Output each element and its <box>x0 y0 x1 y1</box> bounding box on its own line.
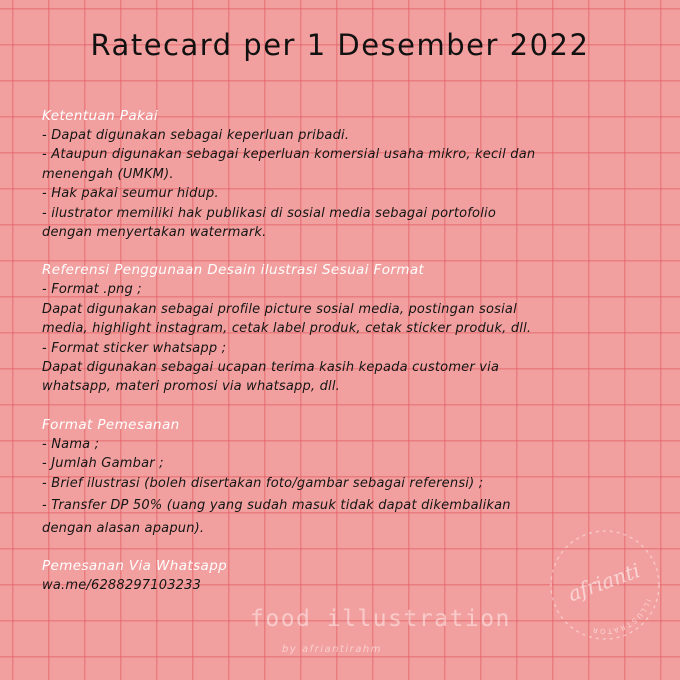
list-item: whatsapp, materi promosi via whatsapp, dll. <box>42 379 340 395</box>
list-item: - Format .png ; <box>42 282 142 298</box>
section-heading: Format Pemesanan <box>42 416 180 433</box>
list-item: - ilustrator memiliki hak publikasi di sosial media sebagai portofolio <box>42 205 496 221</box>
list-item: - Transfer DP 50% (uang yang sudah masuk tidak dapat dikembalikan <box>42 498 511 514</box>
watermark-text: food illustration <box>250 606 511 632</box>
list-item: menengah (UMKM). <box>42 166 174 182</box>
logo-stamp <box>545 525 665 645</box>
svg-text:ILLUSTRATOR <box>590 598 652 635</box>
section-heading: Ketentuan Pakai <box>42 108 159 124</box>
page-title: Ratecard per 1 Desember 2022 <box>90 28 590 62</box>
stamp-ring-text: ILLUSTRATOR <box>590 597 653 636</box>
section-format-pemesanan <box>42 415 652 538</box>
list-item: - Brief ilustrasi (boleh disertakan foto/gambar sebagai referensi) ; <box>42 475 484 491</box>
list-item: media, highlight instagram, cetak label produk, cetak sticker produk, dll. <box>42 321 532 337</box>
list-item: - Format sticker whatsapp ; <box>42 340 227 356</box>
watermark-subtext: by afriantirahm <box>282 644 382 655</box>
list-item: - Jumlah Gambar ; <box>42 456 164 472</box>
section-referensi-penggunaan <box>42 260 652 396</box>
list-item: dengan menyertakan watermark. <box>42 225 267 241</box>
list-item: dengan alasan apapun). <box>42 520 205 536</box>
list-item: - Hak pakai seumur hidup. <box>42 186 219 202</box>
section-ketentuan-pakai <box>42 106 652 242</box>
section-heading: Referensi Penggunaan Desain ilustrasi Sesuai Format <box>42 262 425 279</box>
list-item: Dapat digunakan sebagai profile picture sosial media, postingan sosial <box>42 301 517 317</box>
list-item: - Nama ; <box>42 436 100 452</box>
list-item: - Dapat digunakan sebagai keperluan pribadi. <box>42 128 350 143</box>
list-item: - Ataupun digunakan sebagai keperluan komersial usaha mikro, kecil dan <box>42 147 536 163</box>
section-heading: Pemesanan Via Whatsapp <box>42 557 228 574</box>
list-item: Dapat digunakan sebagai ucapan terima kasih kepada customer via <box>42 360 500 376</box>
whatsapp-link[interactable]: wa.me/6288297103233 <box>42 577 202 593</box>
stamp-main-text: afrianti <box>564 558 644 607</box>
